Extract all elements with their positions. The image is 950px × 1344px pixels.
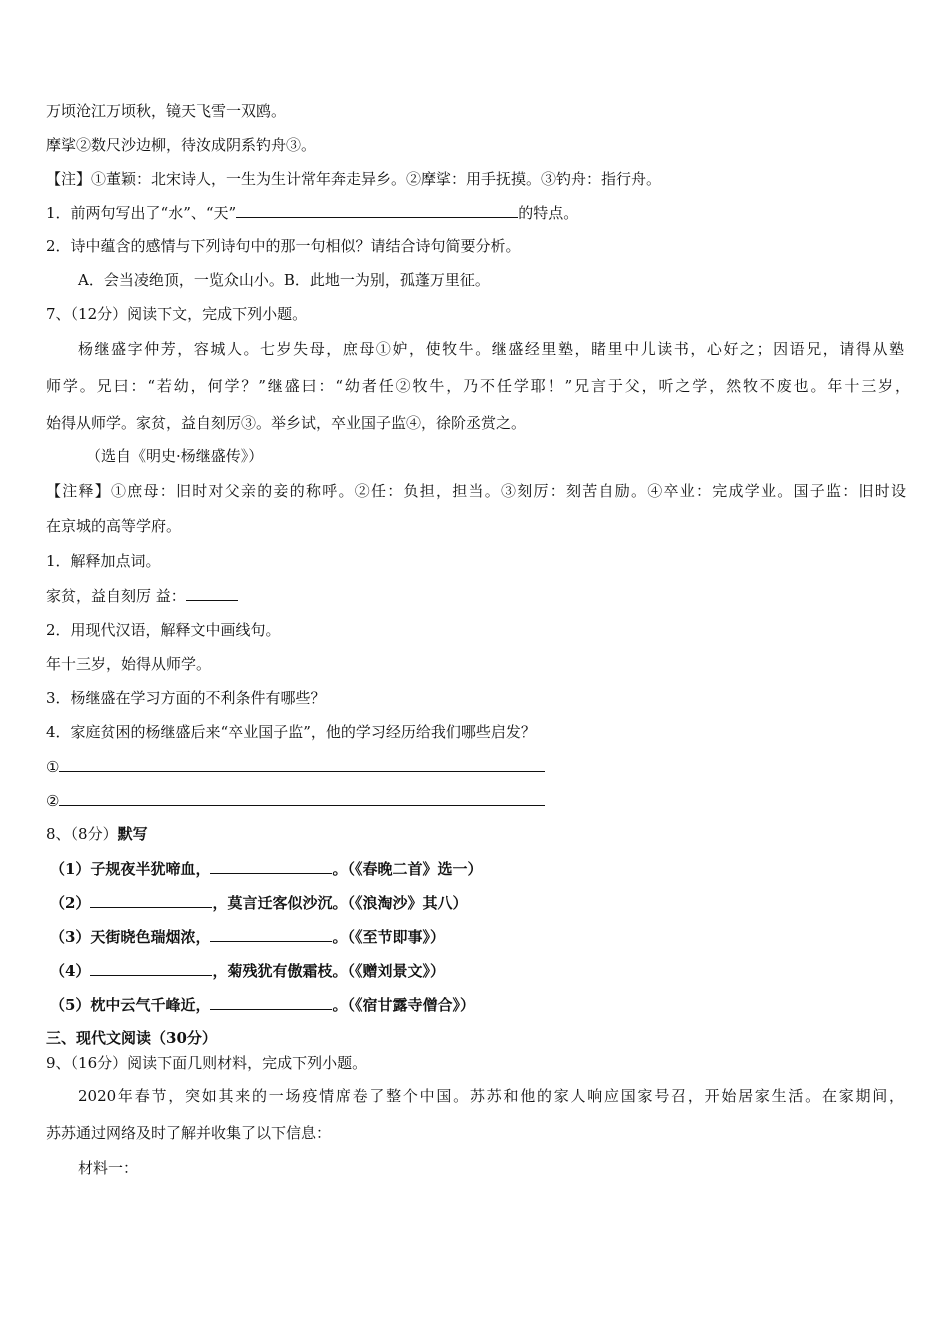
q7-sub-3: 3．杨继盛在学习方面的不利条件有哪些？ [46,689,326,707]
q8-blank-4[interactable] [90,960,212,976]
q7-sub-1-blank[interactable] [186,585,238,601]
q8-line-5 [50,994,475,1015]
q8-line-5-pre: （5）枕中云气千峰近， [50,996,211,1014]
q8-line-4 [50,960,445,981]
q8-line-3-pre: （3）天街晓色瑞烟浓， [50,928,211,946]
q8-line-2 [50,892,467,913]
poem-question-1 [46,202,578,223]
poem-question-2: 2．诗中蕴含的感情与下列诗句中的那一句相似？请结合诗句简要分析。 [46,237,521,255]
q7-source: （选自《明史·杨继盛传》） [86,447,264,465]
q8-line-4-pre: （4） [50,962,91,980]
q1-suffix: 的特点。 [518,204,579,222]
answer-blank-1[interactable] [59,756,545,772]
q9-header: 9、（16分）阅读下面几则材料，完成下列小题。 [46,1054,368,1072]
section-3-title: 三、现代文阅读（30分） [46,1029,217,1047]
q8-line-2-post: ，莫言迁客似沙沉。（《浪淘沙》其八） [212,894,468,912]
q7-sub-1-item-text: 家贫，益自刻厉 益： [46,587,186,605]
q8-line-5-post: 。（《宿甘露寺僧合》） [332,996,475,1014]
q8-line-3-post: 。（《至节即事》） [332,928,445,946]
q7-sub-2: 2．用现代汉语，解释文中画线句。 [46,621,281,639]
q7-answer-line-2 [46,790,545,811]
poem-line-4: 摩挲②数尺沙边柳，待汝成阴系钓舟③。 [46,136,317,154]
q7-sub-1-item [46,585,238,606]
q7-passage-line-1: 杨继盛字仲芳，容城人。七岁失母，庶母①妒，使牧牛。继盛经里塾，睹里中儿读书，心好之；因语兄，请得从塾 [78,340,904,358]
poem-options: A．会当凌绝顶，一览众山小。B．此地一为别，孤蓬万里征。 [78,271,490,289]
q7-sub-4: 4．家庭贫困的杨继盛后来“卒业国子监”，他的学习经历给我们哪些启发？ [46,723,536,741]
q1-prefix: 1．前两句写出了“水”、“天” [46,204,237,222]
q8-line-1 [50,858,482,879]
q8-header-prefix: 8、（8分） [46,825,118,843]
q7-sub-2-item: 年十三岁，始得从师学。 [46,655,212,673]
q8-line-3 [50,926,445,947]
q1-answer-blank[interactable] [236,202,518,218]
answer-marker-1: ① [46,758,60,776]
q7-sub-1: 1．解释加点词。 [46,552,161,570]
q8-blank-1[interactable] [210,858,332,874]
q7-passage-line-2: 师学。兄曰：“若幼，何学？”继盛曰：“幼者任②牧牛，乃不任学耶！”兄言于父，听之学，然牧不废也。年十三岁， [46,377,910,395]
q8-line-2-pre: （2） [50,894,91,912]
q7-note-line-2: 在京城的高等学府。 [46,517,182,535]
q9-passage-line-1: 2020年春节，突如其来的一场疫情席卷了整个中国。苏苏和他的家人响应国家号召，开始居家生活。在家期间， [78,1087,904,1105]
answer-marker-2: ② [46,792,60,810]
q8-header [46,824,148,844]
q8-line-1-pre: （1）子规夜半犹啼血， [50,860,211,878]
q7-answer-line-1 [46,756,545,777]
q8-blank-5[interactable] [210,994,332,1010]
q8-line-1-post: 。（《春晚二首》选一） [332,860,483,878]
q8-blank-2[interactable] [90,892,212,908]
q7-passage-line-3: 始得从师学。家贫，益自刻厉③。举乡试，卒业国子监④，徐阶丞赏之。 [46,414,527,432]
q8-blank-3[interactable] [210,926,332,942]
q7-note-line-1: 【注释】①庶母：旧时对父亲的妾的称呼。②任：负担，担当。③刻厉：刻苦自励。④卒业：完成学业。国子监：旧时设 [46,482,906,500]
q8-line-4-post: ，菊残犹有傲霜枝。（《赠刘景文》） [212,962,445,980]
q7-header: 7、（12分）阅读下文，完成下列小题。 [46,305,308,323]
q9-passage-line-2: 苏苏通过网络及时了解并收集了以下信息： [46,1124,332,1142]
poem-note: 【注】①董颖：北宋诗人，一生为生计常年奔走异乡。②摩挲：用手抚摸。③钓舟：指行舟。 [46,170,662,188]
poem-line-3: 万顷沧江万顷秋，镜天飞雪一双鸥。 [46,102,287,120]
answer-blank-2[interactable] [59,790,545,806]
material-1-label: 材料一： [78,1159,139,1177]
q8-header-title: 默写 [117,825,148,843]
